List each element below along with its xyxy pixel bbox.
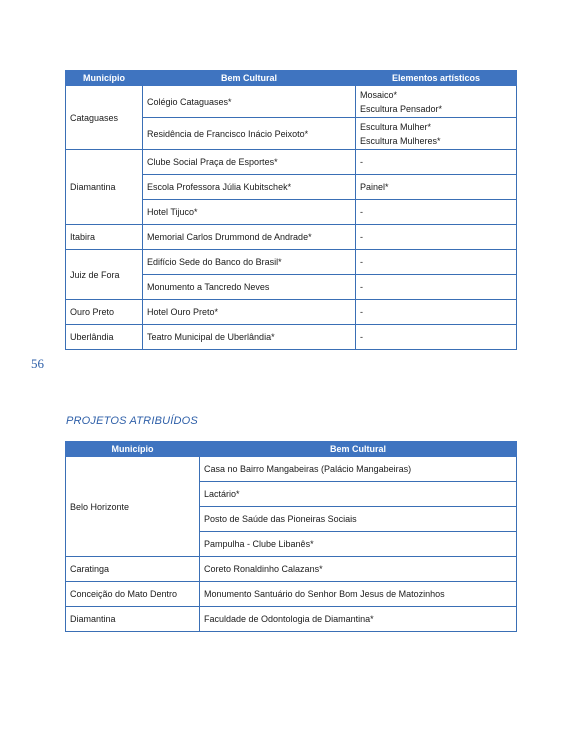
elementos-cell: - xyxy=(356,225,517,250)
municipio-cell: Belo Horizonte xyxy=(66,457,200,557)
table-row xyxy=(66,607,517,632)
elemento-item: Mosaico* xyxy=(360,89,398,100)
bem-cultural-cell: Lactário* xyxy=(200,482,517,507)
table-row xyxy=(66,325,517,350)
bem-cultural-cell: Casa no Bairro Mangabeiras (Palácio Mangabeiras) xyxy=(200,457,517,482)
page-number: 56 xyxy=(31,356,44,371)
elementos-cell: - xyxy=(356,275,517,300)
elemento-item: Escultura Mulheres* xyxy=(360,135,441,146)
municipio-cell: Cataguases xyxy=(66,86,143,150)
bem-cultural-cell: Pampulha - Clube Libanês* xyxy=(200,532,517,557)
municipio-cell: Uberlândia xyxy=(66,325,143,350)
elementos-cell: - xyxy=(356,250,517,275)
municipio-cell: Caratinga xyxy=(66,557,200,582)
bem-cultural-cell: Colégio Cataguases* xyxy=(143,86,356,118)
municipio-cell: Ouro Preto xyxy=(66,300,143,325)
header-row xyxy=(66,71,517,86)
header-row xyxy=(66,442,517,457)
municipio-cell: Conceição do Mato Dentro xyxy=(66,582,200,607)
elementos-cell: - xyxy=(356,300,517,325)
municipio-cell: Diamantina xyxy=(66,150,143,225)
header-municipio: Município xyxy=(66,71,143,86)
municipio-cell: Diamantina xyxy=(66,607,200,632)
table-row xyxy=(66,225,517,250)
elementos-cell: - xyxy=(356,200,517,225)
table-row xyxy=(66,582,517,607)
table-row xyxy=(66,150,517,175)
bem-cultural-cell: Hotel Tijuco* xyxy=(143,200,356,225)
header-elementos-artisticos: Elementos artísticos xyxy=(356,71,517,86)
header-bem-cultural: Bem Cultural xyxy=(200,442,517,457)
elementos-cell: Painel* xyxy=(356,175,517,200)
bens-elementos-table xyxy=(65,70,517,350)
elementos-cell xyxy=(356,118,517,150)
header-municipio: Município xyxy=(66,442,200,457)
table-row xyxy=(66,457,517,482)
header-bem-cultural: Bem Cultural xyxy=(143,71,356,86)
elemento-item: Escultura Mulher* xyxy=(360,121,432,132)
bem-cultural-cell: Residência de Francisco Inácio Peixoto* xyxy=(143,118,356,150)
projetos-atribuidos-table xyxy=(65,441,517,632)
municipio-cell: Juiz de Fora xyxy=(66,250,143,300)
elementos-cell: - xyxy=(356,150,517,175)
table-row xyxy=(66,250,517,275)
bem-cultural-cell: Monumento a Tancredo Neves xyxy=(143,275,356,300)
bem-cultural-cell: Escola Professora Júlia Kubitschek* xyxy=(143,175,356,200)
bem-cultural-cell: Teatro Municipal de Uberlândia* xyxy=(143,325,356,350)
bem-cultural-cell: Hotel Ouro Preto* xyxy=(143,300,356,325)
bem-cultural-cell: Clube Social Praça de Esportes* xyxy=(143,150,356,175)
elementos-cell: - xyxy=(356,325,517,350)
municipio-cell: Itabira xyxy=(66,225,143,250)
bem-cultural-cell: Monumento Santuário do Senhor Bom Jesus de Matozinhos xyxy=(200,582,517,607)
elemento-item: Escultura Pensador* xyxy=(360,103,443,114)
bem-cultural-cell: Edifício Sede do Banco do Brasil* xyxy=(143,250,356,275)
bem-cultural-cell: Memorial Carlos Drummond de Andrade* xyxy=(143,225,356,250)
table-row xyxy=(66,557,517,582)
table-row xyxy=(66,300,517,325)
elementos-cell xyxy=(356,86,517,118)
bem-cultural-cell: Posto de Saúde das Pioneiras Sociais xyxy=(200,507,517,532)
table-row xyxy=(66,86,517,118)
bem-cultural-cell: Coreto Ronaldinho Calazans* xyxy=(200,557,517,582)
bem-cultural-cell: Faculdade de Odontologia de Diamantina* xyxy=(200,607,517,632)
section-title: PROJETOS ATRIBUÍDOS xyxy=(66,415,198,427)
